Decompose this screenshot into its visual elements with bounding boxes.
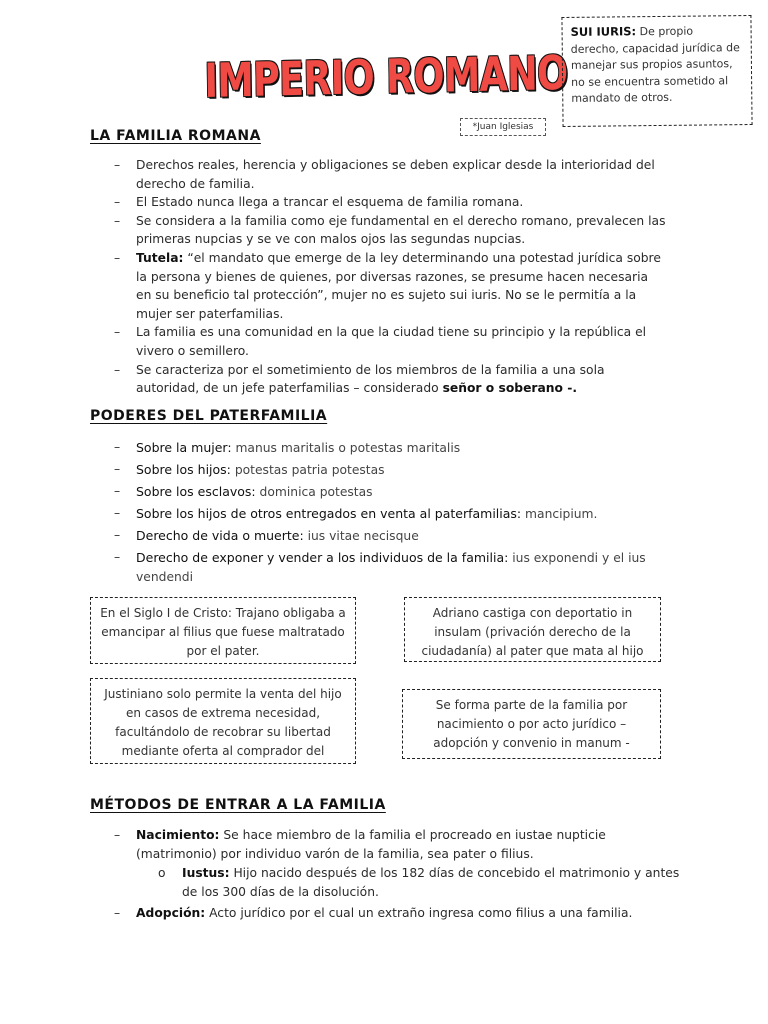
list-item bbox=[0, 504, 666, 524]
note-justiniano: Justiniano solo permite la venta del hijo en casos de extrema necesidad, facultándolo de recobrar su libertad mediante oferta al comprador del bbox=[90, 678, 356, 764]
list-item bbox=[0, 460, 666, 480]
power-key: Sobre los esclavos: bbox=[136, 484, 256, 499]
power-value: dominica potestas bbox=[255, 485, 373, 499]
power-value: mancipium. bbox=[521, 507, 598, 521]
list-item bbox=[0, 193, 666, 212]
note-forma-parte: Se forma parte de la familia por nacimiento o por acto jurídico – adopción y convenio in manum - bbox=[402, 689, 661, 759]
list-item bbox=[0, 361, 666, 398]
power-value: ius vitae necisque bbox=[303, 529, 419, 543]
iustus-label: Iustus: bbox=[182, 866, 230, 880]
iustus-text: Hijo nacido después de los 182 días de concebido el matrimonio y antes de los 300 días de la disolución. bbox=[182, 866, 680, 899]
nacimiento-label: Nacimiento: bbox=[136, 828, 220, 842]
dash-bullet: – bbox=[114, 828, 121, 842]
list-item bbox=[0, 323, 666, 360]
tutela-text: “el mandato que emerge de la ley determinando una potestad jurídica sobre la persona y bienes de quienes, por diversas razones, se presume hacen necesaria en su beneficio tal protección”, mujer no es sujeto sui iuris. No se le permitía a la mujer ser paterfamilias. bbox=[136, 250, 661, 321]
dash-bullet: – bbox=[114, 250, 121, 265]
power-value: ius exponendi y el ius vendendi bbox=[136, 551, 646, 584]
dash-bullet: – bbox=[114, 906, 121, 920]
adopcion-text: Acto jurídico por el cual un extraño ingresa como filius a una familia. bbox=[205, 906, 633, 920]
power-key: Sobre la mujer: bbox=[136, 440, 232, 455]
section-heading-metodos: MÉTODOS DE ENTRAR A LA FAMILIA bbox=[90, 797, 386, 813]
tutela-label: Tutela: bbox=[136, 250, 184, 265]
list-item-text: Se caracteriza por el sometimiento de los miembros de la familia a una sola autoridad, de un jefe paterfamilias – considerado bbox=[136, 362, 605, 396]
power-value: potestas patria potestas bbox=[230, 463, 385, 477]
list-item bbox=[0, 526, 666, 546]
list-item bbox=[0, 438, 666, 458]
sui-iuris-definition-box bbox=[561, 15, 752, 127]
dash-bullet: – bbox=[114, 325, 121, 340]
power-key: Sobre los hijos: bbox=[136, 462, 231, 477]
adopcion-label: Adopción: bbox=[136, 906, 206, 920]
dash-bullet: – bbox=[114, 462, 121, 476]
note-adriano: Adriano castiga con deportatio in insulam (privación derecho de la ciudadanía) al pater que mata al hijo bbox=[404, 597, 661, 662]
page-title: IMPERIO ROMANO bbox=[204, 45, 568, 109]
list-item-text: La familia es una comunidad en la que la ciudad tiene su principio y la república el vivero o semillero. bbox=[136, 325, 647, 358]
dash-bullet: – bbox=[114, 506, 121, 520]
note-trajano: En el Siglo I de Cristo: Trajano obligaba a emancipar al filius que fuese maltratado por el pater. bbox=[90, 597, 356, 664]
list-item bbox=[0, 212, 666, 249]
nacimiento-text: Se hace miembro de la familia el procreado en iustae nupticie (matrimonio) por individuo varón de la familia, sea pater o filius. bbox=[136, 828, 606, 861]
dash-bullet: – bbox=[114, 158, 121, 172]
list-item bbox=[0, 864, 682, 901]
poderes-list bbox=[0, 438, 666, 589]
list-item-text: El Estado nunca llega a trancar el esquema de familia romana. bbox=[136, 195, 524, 210]
power-key: Derecho de exponer y vender a los individuos de la familia: bbox=[136, 550, 509, 565]
familia-romana-list bbox=[0, 156, 666, 398]
list-item bbox=[0, 904, 666, 923]
list-item-bold: señor o soberano -. bbox=[442, 381, 578, 396]
iustus-sublist bbox=[0, 864, 682, 901]
circle-bullet: o bbox=[158, 866, 166, 880]
dash-bullet: – bbox=[114, 440, 121, 454]
list-item bbox=[0, 826, 666, 863]
dash-bullet: – bbox=[114, 213, 121, 228]
dash-bullet: – bbox=[114, 550, 121, 564]
list-item bbox=[0, 249, 666, 323]
list-item bbox=[0, 482, 666, 502]
sui-iuris-text: De propio derecho, capacidad jurídica de manejar sus propios asuntos, no se encuentra sometido al mandato de otros. bbox=[570, 24, 740, 105]
dash-bullet: – bbox=[114, 362, 121, 377]
list-item-text: Se considera a la familia como eje fundamental en el derecho romano, prevalecen las primeras nupcias y se ve con malos ojos las segundas nupcias. bbox=[136, 213, 666, 247]
power-value: manus maritalis o potestas maritalis bbox=[231, 441, 461, 455]
section-heading-familia-romana: LA FAMILIA ROMANA bbox=[90, 128, 261, 144]
metodos-list bbox=[0, 826, 666, 863]
adopcion-list bbox=[0, 904, 666, 923]
section-heading-poderes: PODERES DEL PATERFAMILIA bbox=[90, 408, 328, 424]
author-tag: *Juan Iglesias bbox=[460, 118, 546, 136]
power-key: Derecho de vida o muerte: bbox=[136, 528, 304, 543]
power-key: Sobre los hijos de otros entregados en venta al paterfamilias: bbox=[136, 506, 522, 521]
dash-bullet: – bbox=[114, 195, 121, 210]
list-item bbox=[0, 548, 666, 587]
dash-bullet: – bbox=[114, 484, 121, 498]
sui-iuris-term: SUI IURIS: bbox=[570, 24, 637, 39]
list-item-text: Derechos reales, herencia y obligaciones se deben explicar desde la interioridad del derecho de familia. bbox=[136, 158, 655, 191]
list-item bbox=[0, 156, 666, 193]
dash-bullet: – bbox=[114, 528, 121, 542]
